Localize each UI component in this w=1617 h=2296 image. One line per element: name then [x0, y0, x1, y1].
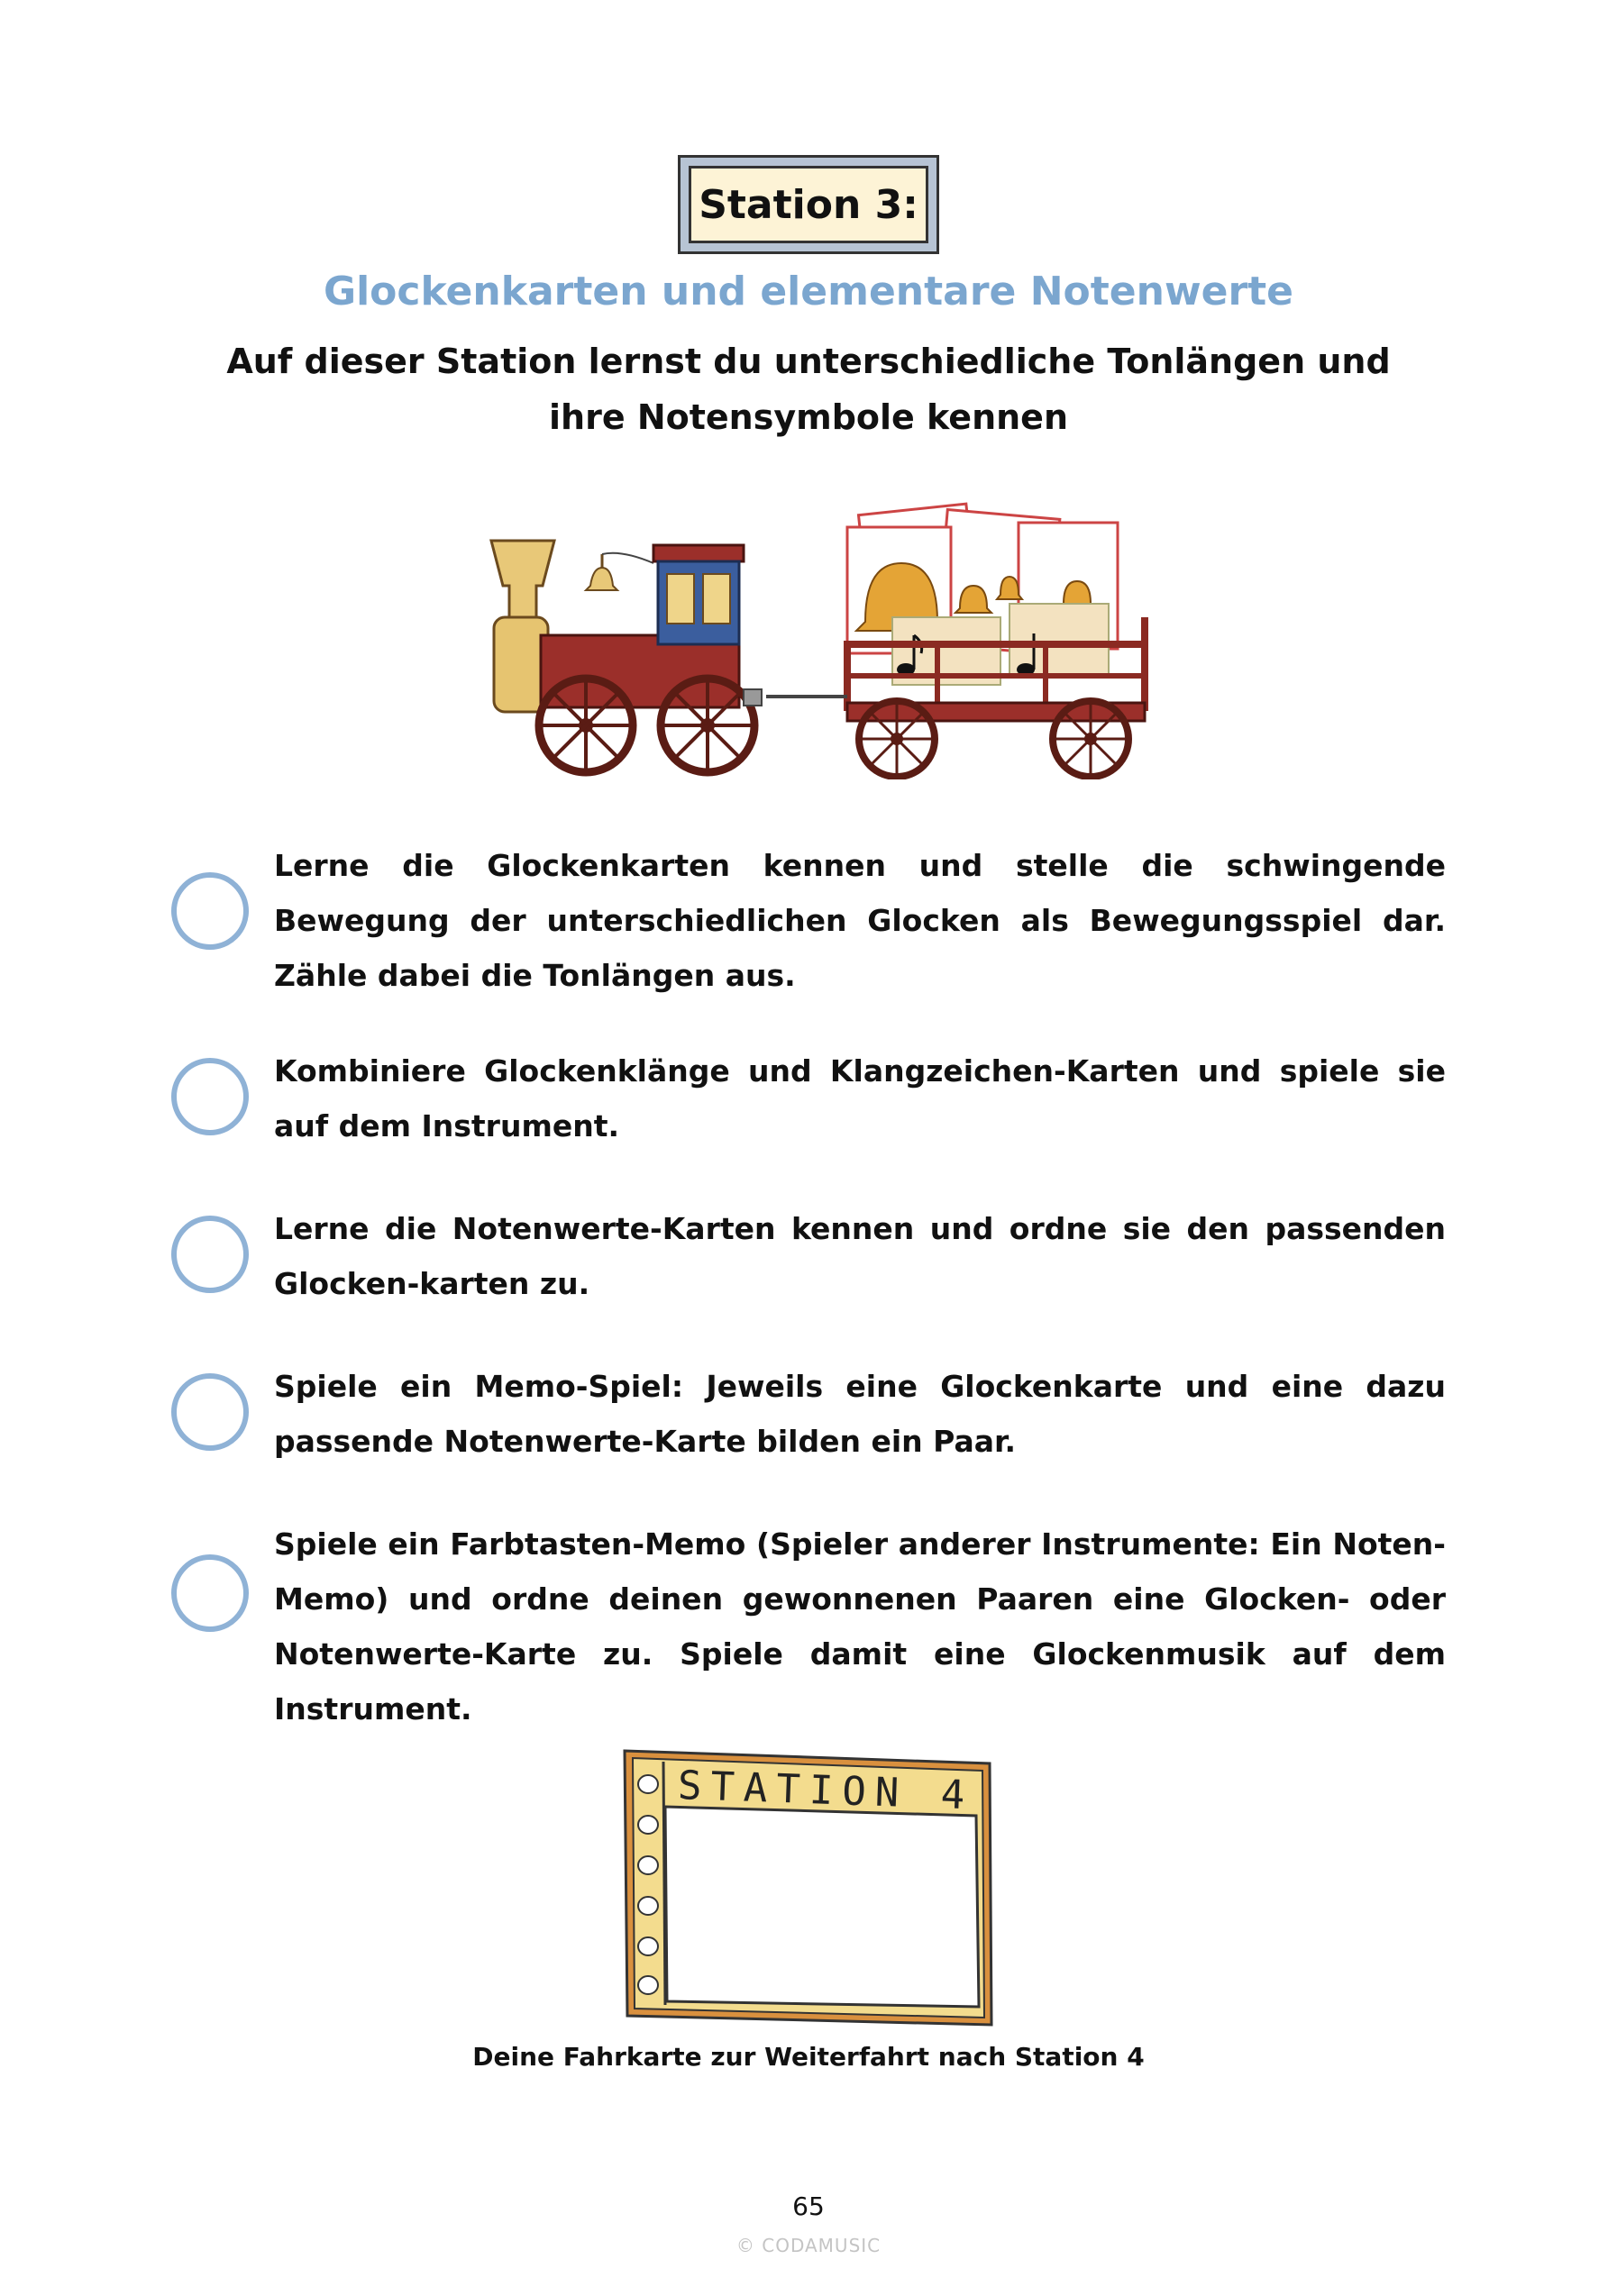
intro-text: Auf dieser Station lernst du unterschiedliche Tonlängen und ihre Notensymbole kennen	[226, 342, 1391, 437]
task-text-3: Lerne die Notenwerte-Karten kennen und ordne sie den passenden Glocken-karten zu.	[274, 1211, 1446, 1301]
task-item-3	[171, 1201, 1451, 1318]
page-number: 65	[792, 2191, 825, 2221]
train-illustration	[487, 500, 1154, 779]
page-subtitle: Glockenkarten und elementare Notenwerte	[323, 269, 1294, 314]
station-title: Station 3:	[689, 166, 928, 243]
task-text-4: Spiele ein Memo-Spiel: Jeweils eine Glockenkarte und eine dazu passende Notenwerte-Karte bilden ein Paar.	[274, 1369, 1446, 1459]
task-text-2: Kombiniere Glockenklänge und Klangzeichen-Karten und spiele sie auf dem Instrument.	[274, 1053, 1446, 1143]
task-checkbox-4[interactable]	[171, 1373, 249, 1451]
task-checkbox-2[interactable]	[171, 1058, 249, 1135]
ticket-title: STATION 4	[677, 1763, 975, 1819]
task-checkbox-1[interactable]	[171, 872, 249, 950]
wagon-image	[766, 504, 1145, 777]
task-item-5	[171, 1517, 1451, 1727]
task-text-1: Lerne die Glockenkarten kennen und stelle die schwingende Bewegung der unterschiedlichen Glocken als Bewegungsspiel dar. Zähle dabei die Tonlängen aus.	[274, 848, 1446, 993]
task-item-2	[171, 1043, 1451, 1161]
copyright-notice: © CODAMUSIC	[735, 2235, 882, 2256]
locomotive-image	[491, 541, 762, 772]
task-item-1	[171, 838, 1451, 993]
task-checkbox-3[interactable]	[171, 1216, 249, 1293]
task-checkbox-5[interactable]	[171, 1554, 249, 1632]
station-title-box	[678, 155, 939, 254]
ticket-caption: Deine Fahrkarte zur Weiterfahrt nach Station 4	[472, 2042, 1145, 2072]
task-item-4	[171, 1359, 1451, 1476]
task-text-5: Spiele ein Farbtasten-Memo (Spieler anderer Instrumente: Ein Noten-Memo) und ordne deinen gewonnenen Paaren eine Glocken- oder Notenwerte-Karte zu. Spiele damit eine Glockenmusik auf dem Instrument.	[274, 1526, 1446, 1727]
